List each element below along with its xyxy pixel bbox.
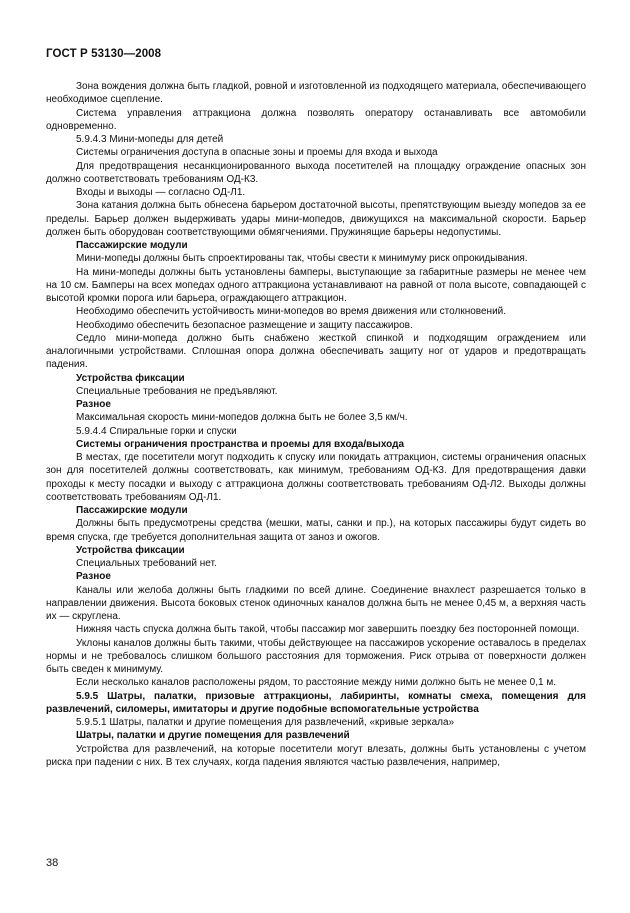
paragraph: Специальные требования не предъявляют. [76,385,278,397]
paragraph: 5.9.5 Шатры, палатки, призовые аттракционы, лабиринты, комнаты смеха, помещения для развлечений, силомеры, имитаторы и другие подобные вспомогательные устройства [46,690,586,715]
paragraph: Если несколько каналов расположены рядом, то расстояние между ними должно быть не менее 0,1 м. [76,677,556,689]
paragraph: Разное [76,399,111,410]
paragraph: 5.9.4.3 Мини-мопеды для детей [76,134,224,145]
paragraph: Максимальная скорость мини-мопедов должна быть не более 3,5 км/ч. [76,412,408,424]
paragraph: Устройства для развлечений, на которые посетители могут влезать, должны быть установлены с учетом риска при падении с них. В тех случаях, когда падения являются частью развлечения, например, [46,743,586,768]
page-number: 38 [46,857,59,869]
paragraph: Зона вождения должна быть гладкой, ровной и изготовленной из подходящего материала, обеспечивающего необходимое сцепление. [46,81,586,106]
paragraph: Система управления аттракциона должна позволять оператору останавливать все автомобили одновременно. [46,107,586,132]
paragraph: Зона катания должна быть обнесена барьером достаточной высоты, препятствующим выезду мопедов за ее пределы. Барьер должен выдерживать удары мини-мопедов, движущихся на максимальной скорости. Барьер должен быть оборудован соответствующими обмягчениями. Пружинящие барьеры недопустимы. [46,200,586,238]
paragraph: На мини-мопеды должны быть установлены бамперы, выступающие за габаритные размеры не менее чем на 10 см. Бамперы на всех мопедах одного аттракциона устанавливают на равной от пола высоте, совпадающей с высотой кромки порога или барьера, ограждающего аттракцион. [46,266,586,304]
paragraph: Мини-мопеды должны быть спроектированы так, чтобы свести к минимуму риск опрокидывания. [76,253,528,265]
paragraph: Нижняя часть спуска должна быть такой, чтобы пассажир мог завершить поездку без посторонней помощи. [76,624,580,636]
document-body [46,80,586,769]
paragraph: Пассажирские модули [76,505,188,516]
page-header: ГОСТ Р 53130—2008 [46,48,162,60]
paragraph: Каналы или желоба должны быть гладкими по всей длине. Соединение внахлест разрешается только в направлении движения. Высота боковых стенок одиночных каналов должна быть не менее 0,45 м, а верхняя часть их — скруглена. [46,584,586,622]
paragraph: В местах, где посетители могут подходить к спуску или покидать аттракцион, системы ограничения опасных зон для посетителей должны соответствовать, как минимум, требованиям ОД-К3. Для предотвращения давки проходы к месту посадки и выходу с аттракциона должны соответствовать требованиям ОД-Л2. Выходы должны соответствовать требованиям ОД-Л1. [46,452,586,503]
paragraph: Разное [76,571,111,583]
paragraph: Устройства фиксации [76,372,185,384]
paragraph: Системы ограничения пространства и проемы для входа/выхода [76,438,405,450]
paragraph: Необходимо обеспечить безопасное размещение и защиту пассажиров. [76,319,413,331]
paragraph: Должны быть предусмотрены средства (мешки, маты, санки и пр.), на которых пассажиры будут сидеть во время спуска, где требуется дополнительная защита от заноз и ожогов. [46,518,586,543]
paragraph: Системы ограничения доступа в опасные зоны и проемы для входа и выхода [76,147,438,159]
paragraph: Необходимо обеспечить устойчивость мини-мопедов во время движения или столкновений. [76,306,507,318]
paragraph: 5.9.4.4 Спиральные горки и спуски [76,425,237,437]
paragraph: Уклоны каналов должны быть такими, чтобы действующее на пассажиров ускорение оставалось в пределах нормы и не требовалось слишком большого расстояния для торможения. Риск отрыва от поверхности должен быть сведен к минимуму. [46,637,586,675]
paragraph: Устройства фиксации [76,544,185,556]
paragraph: Специальных требований нет. [76,558,217,569]
paragraph: Входы и выходы — согласно ОД-Л1. [76,187,246,198]
paragraph: Для предотвращения несанкционированного выхода посетителей на площадку ограждение опасных зон должно соответствовать требованиям ОД-К3. [46,160,586,185]
paragraph: 5.9.5.1 Шатры, палатки и другие помещения для развлечений, «кривые зеркала» [76,717,455,728]
paragraph: Пассажирские модули [76,240,188,251]
paragraph: Седло мини-мопеда должно быть снабжено жесткой спинкой и подходящим ограждением или аналогичными устройствами. Сплошная опора должна обеспечивать защиту ног от ударов и предотвращать падения. [46,332,586,371]
paragraph: Шатры, палатки и другие помещения для развлечений [76,730,350,742]
